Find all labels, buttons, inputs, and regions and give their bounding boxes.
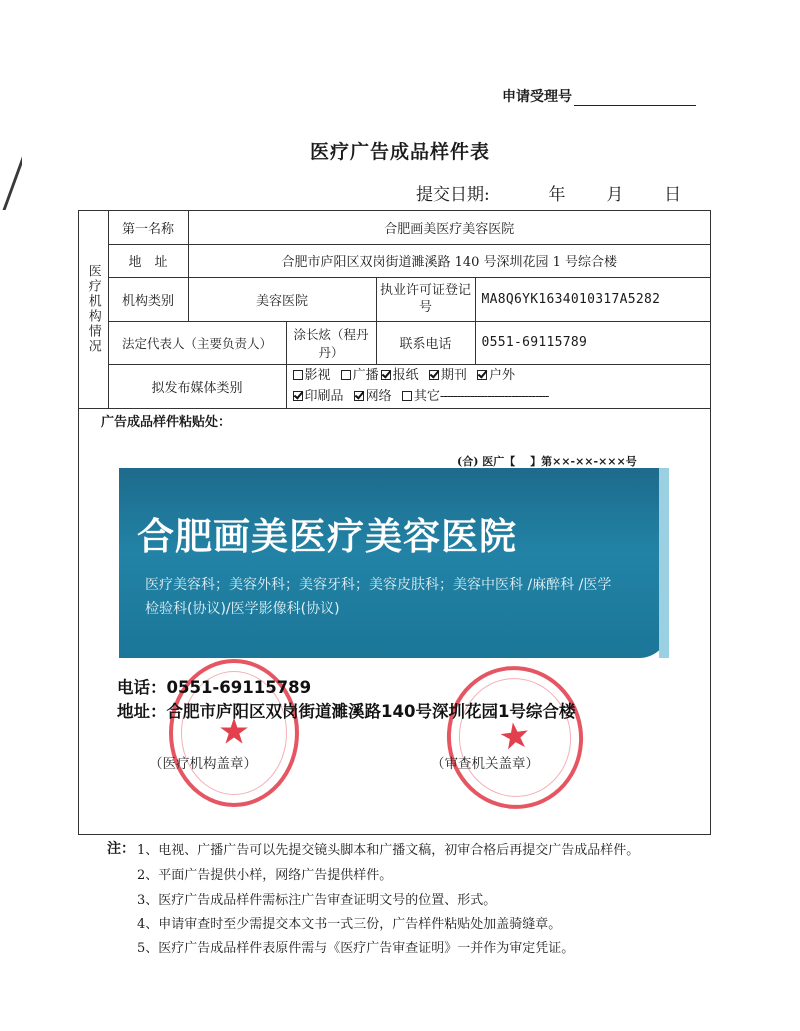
institution-table [79, 211, 710, 409]
checkbox-other[interactable] [402, 391, 412, 401]
legal-rep-value[interactable]: 涂长炫（程丹丹） [286, 321, 376, 364]
media-other-blank: -------------------------------- [439, 389, 549, 404]
media-row-1 [293, 365, 708, 386]
name-value[interactable]: 合肥画美医疗美容医院 [188, 211, 710, 244]
note-item: 3、医疗广告成品样件需标注广告审查证明文号的位置、形式。 [137, 893, 497, 908]
seal-star-icon: ★ [217, 711, 251, 753]
ad-phone-line: 电话：0551-69115789 [117, 678, 312, 697]
media-label: 拟发布媒体类别 [108, 364, 286, 408]
phone-label: 联系电话 [376, 321, 475, 364]
notes-lead: 注： [107, 841, 135, 857]
category-label: 机构类别 [108, 277, 188, 321]
media-option-other[interactable]: 其它 [402, 386, 440, 407]
ad-address-line: 地址：合肥市庐阳区双岗街道濉溪路140号深圳花园1号综合楼 [117, 702, 576, 721]
acceptance-number [502, 86, 696, 106]
checkbox-print[interactable] [293, 391, 303, 401]
media-options [286, 364, 710, 408]
media-option-online[interactable]: 网络 [354, 386, 392, 407]
note-item: 1、电视、广播广告可以先提交镜头脚本和广播文稿，初审合格后再提交广告成品样件。 [137, 843, 640, 858]
ad-approval-number: (合) 医广【 】第××-××-×××号 [457, 455, 637, 468]
note-item: 5、医疗广告成品样件表原件需与《医疗广告审查证明》一并作为审定凭证。 [137, 941, 575, 956]
checkbox-film[interactable] [293, 370, 303, 380]
media-row-2 [293, 386, 708, 407]
license-label: 执业许可证登记号 [376, 277, 475, 321]
media-option-print[interactable]: 印刷品 [293, 386, 344, 407]
institution-section-label: 医疗机构情况 [85, 264, 101, 355]
media-option-radio[interactable]: 广播 [341, 365, 379, 386]
license-value[interactable]: MA8Q6YK1634010317A5282 [475, 277, 710, 321]
banner-title: 合肥画美医疗美容医院 [137, 515, 517, 558]
legal-rep-label: 法定代表人（主要负责人） [108, 321, 286, 364]
paste-area-label: 广告成品样件粘贴处： [101, 415, 232, 430]
media-option-film[interactable]: 影视 [293, 365, 331, 386]
checkbox-online[interactable] [354, 391, 364, 401]
form-sheet [78, 210, 711, 835]
category-value[interactable]: 美容医院 [188, 277, 376, 321]
media-option-periodical[interactable]: 期刊 [429, 365, 467, 386]
address-label: 地 址 [108, 244, 188, 277]
phone-value[interactable]: 0551-69115789 [475, 321, 710, 364]
submit-date-year: 年 [548, 185, 566, 205]
name-label: 第一名称 [108, 211, 188, 244]
form-title: 医疗广告成品样件表 [309, 141, 490, 163]
ad-banner [119, 468, 669, 658]
note-item: 2、平面广告提供小样，网络广告提供样件。 [137, 868, 393, 883]
checkbox-periodical[interactable] [429, 370, 439, 380]
banner-subtitle: 医疗美容科；美容外科；美容牙科；美容皮肤科；美容中医科 /麻醉科 /医学检验科(协议)/医学影像科(协议) [145, 577, 612, 617]
media-option-outdoor[interactable]: 户外 [477, 365, 515, 386]
submit-date-month: 月 [606, 185, 624, 205]
acceptance-number-label: 申请受理号 [502, 89, 572, 105]
review-seal [438, 657, 593, 818]
submit-date-label: 提交日期: [416, 185, 490, 205]
address-value[interactable]: 合肥市庐阳区双岗街道濉溪路 140 号深圳花园 1 号综合楼 [188, 244, 710, 277]
checkbox-newspaper[interactable] [381, 370, 391, 380]
note-item: 4、申请审查时至少需提交本文书一式三份，广告样件粘贴处加盖骑缝章。 [137, 917, 562, 932]
submit-date-day: 日 [664, 185, 682, 205]
checkbox-outdoor[interactable] [477, 370, 487, 380]
institution-seal-label: （医疗机构盖章） [149, 756, 257, 772]
submit-date [416, 180, 681, 205]
media-option-newspaper[interactable]: 报纸 [381, 365, 419, 386]
review-seal-label: （审查机关盖章） [431, 756, 539, 772]
checkbox-radio[interactable] [341, 370, 351, 380]
acceptance-number-blank[interactable] [574, 91, 696, 106]
institution-section-cell [79, 211, 108, 408]
seal-star-icon: ★ [495, 713, 534, 759]
